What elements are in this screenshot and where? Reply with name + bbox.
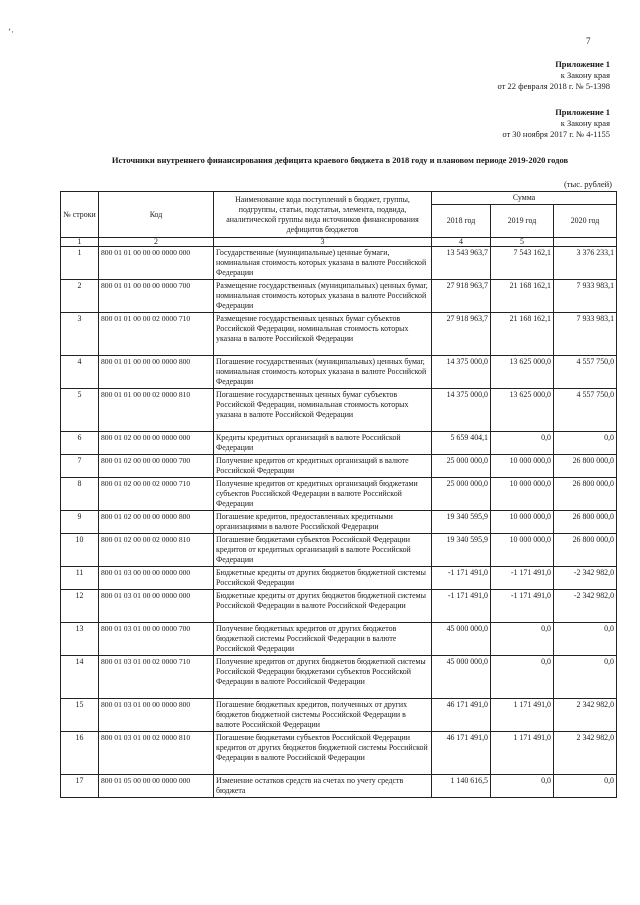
- value-2019: 21 168 162,1: [491, 313, 554, 356]
- row-code: 800 01 03 01 00 00 0000 800: [99, 699, 214, 732]
- row-code: 800 01 01 00 00 02 0000 810: [99, 389, 214, 432]
- row-number: 13: [61, 623, 99, 656]
- row-number: 12: [61, 590, 99, 623]
- header-row-no: № строки: [61, 192, 99, 238]
- value-2020: 0,0: [554, 432, 617, 455]
- value-2019: 21 168 162,1: [491, 280, 554, 313]
- row-name: Получение кредитов от других бюджетов бюджетной системы Российской Федерации бюджетами субъектов Российской Федерации в валюте Российской Федерации: [214, 656, 432, 699]
- column-number: 4: [432, 238, 491, 247]
- row-name: Размещение государственных (муниципальных) ценных бумаг, номинальная стоимость которых указана в валюте Российской Федерации: [214, 280, 432, 313]
- appendix-date-line: от 22 февраля 2018 г. № 5-1398: [497, 81, 610, 91]
- row-code: 800 01 01 00 00 02 0000 710: [99, 313, 214, 356]
- row-code: 800 01 02 00 00 00 0000 000: [99, 432, 214, 455]
- appendix-block-2: [502, 107, 610, 140]
- row-name: Погашение бюджетами субъектов Российской Федерации кредитов от кредитных организаций в валюте Российской Федерации: [214, 534, 432, 567]
- table-row: [61, 511, 617, 534]
- row-code: 800 01 05 00 00 00 0000 000: [99, 775, 214, 798]
- appendix-line: к Закону края: [560, 70, 610, 80]
- row-name: Погашение государственных (муниципальных) ценных бумаг, номинальная стоимость которых указана в валюте Российской Федерации: [214, 356, 432, 389]
- document-title: Источники внутреннего финансирования дефицита краевого бюджета в 2018 году и плановом периоде 2019-2020 годов: [111, 155, 569, 165]
- table-row: [61, 247, 617, 280]
- row-name: Получение кредитов от кредитных организаций бюджетами субъектов Российской Федерации в валюте Российской Федерации: [214, 478, 432, 511]
- row-number: 8: [61, 478, 99, 511]
- value-2018: 19 340 595,9: [432, 511, 491, 534]
- row-code: 800 01 03 01 00 00 0000 700: [99, 623, 214, 656]
- value-2018: 46 171 491,0: [432, 732, 491, 775]
- value-2020: 4 557 750,0: [554, 356, 617, 389]
- row-name: Погашение бюджетами субъектов Российской Федерации кредитов от других бюджетов бюджетной системы Российской Федерации в валюте Российской Федерации: [214, 732, 432, 775]
- row-name: Кредиты кредитных организаций в валюте Российской Федерации: [214, 432, 432, 455]
- table-row: [61, 356, 617, 389]
- row-name: Получение кредитов от кредитных организаций в валюте Российской Федерации: [214, 455, 432, 478]
- row-name: Погашение кредитов, предоставленных кредитными организациями в валюте Российской Федерации: [214, 511, 432, 534]
- value-2020: 26 800 000,0: [554, 478, 617, 511]
- header-2018: 2018 год: [432, 205, 491, 238]
- value-2020: 0,0: [554, 623, 617, 656]
- row-code: 800 01 01 00 00 00 0000 800: [99, 356, 214, 389]
- value-2019: 1 171 491,0: [491, 732, 554, 775]
- appendix-date-line: от 30 ноября 2017 г. № 4-1155: [502, 129, 610, 139]
- row-code: 800 01 02 00 00 00 0000 700: [99, 455, 214, 478]
- value-2018: 27 918 963,7: [432, 313, 491, 356]
- table-row: [61, 478, 617, 511]
- value-2019: 7 543 162,1: [491, 247, 554, 280]
- value-2019: -1 171 491,0: [491, 567, 554, 590]
- value-2018: 14 375 000,0: [432, 389, 491, 432]
- value-2020: 26 800 000,0: [554, 511, 617, 534]
- row-number: 5: [61, 389, 99, 432]
- value-2018: 1 140 616,5: [432, 775, 491, 798]
- column-number: 1: [61, 238, 99, 247]
- value-2019: 10 000 000,0: [491, 455, 554, 478]
- value-2020: 26 800 000,0: [554, 534, 617, 567]
- table-row: [61, 389, 617, 432]
- header-name: Наименование кода поступлений в бюджет, группы, подгруппы, статьи, подстатьи, элемента, подвида, аналитической группы вида источников финансирования дефицитов бюджетов: [214, 192, 432, 238]
- margin-mark: ’·: [8, 27, 14, 37]
- row-number: 7: [61, 455, 99, 478]
- row-number: 9: [61, 511, 99, 534]
- value-2019: 10 000 000,0: [491, 511, 554, 534]
- page-number: 7: [586, 36, 591, 46]
- table-row: [61, 455, 617, 478]
- row-number: 17: [61, 775, 99, 798]
- row-name: Изменение остатков средств на счетах по учету средств бюджета: [214, 775, 432, 798]
- value-2018: 13 543 963,7: [432, 247, 491, 280]
- value-2020: 2 342 982,0: [554, 699, 617, 732]
- appendix-title: Приложение 1: [555, 107, 610, 117]
- appendix-title: Приложение 1: [555, 59, 610, 69]
- value-2018: 45 000 000,0: [432, 623, 491, 656]
- row-code: 800 01 02 00 00 02 0000 810: [99, 534, 214, 567]
- header-2019: 2019 год: [491, 205, 554, 238]
- row-name: Государственные (муниципальные) ценные бумаги, номинальная стоимость которых указана в валюте Российской Федерации: [214, 247, 432, 280]
- value-2020: 4 557 750,0: [554, 389, 617, 432]
- value-2020: 7 933 983,1: [554, 313, 617, 356]
- column-number: 3: [214, 238, 432, 247]
- row-number: 11: [61, 567, 99, 590]
- value-2018: 46 171 491,0: [432, 699, 491, 732]
- value-2019: 0,0: [491, 432, 554, 455]
- row-number: 4: [61, 356, 99, 389]
- value-2018: 27 918 963,7: [432, 280, 491, 313]
- row-number: 15: [61, 699, 99, 732]
- value-2018: -1 171 491,0: [432, 590, 491, 623]
- value-2019: 1 171 491,0: [491, 699, 554, 732]
- appendix-block-1: [498, 59, 611, 92]
- row-name: Получение бюджетных кредитов от других бюджетов бюджетной системы Российской Федерации в валюте Российской Федерации: [214, 623, 432, 656]
- row-code: 800 01 01 00 00 00 0000 000: [99, 247, 214, 280]
- value-2020: 3 376 233,1: [554, 247, 617, 280]
- table-row: [61, 656, 617, 699]
- header-2020: 2020 год: [554, 205, 617, 238]
- value-2020: 0,0: [554, 656, 617, 699]
- value-2020: -2 342 982,0: [554, 567, 617, 590]
- row-number: 16: [61, 732, 99, 775]
- row-name: Погашение государственных ценных бумаг субъектов Российской Федерации, номинальная стоимость которых указана в валюте Российской Федерации: [214, 389, 432, 432]
- table-row: [61, 775, 617, 798]
- value-2019: 13 625 000,0: [491, 389, 554, 432]
- row-name: Размещение государственных ценных бумаг субъектов Российской Федерации, номинальная стоимость которых указана в валюте Российской Федерации: [214, 313, 432, 356]
- value-2020: -2 342 982,0: [554, 590, 617, 623]
- column-number: 5: [491, 238, 554, 247]
- value-2019: 10 000 000,0: [491, 534, 554, 567]
- row-number: 2: [61, 280, 99, 313]
- value-2020: 2 342 982,0: [554, 732, 617, 775]
- value-2019: 13 625 000,0: [491, 356, 554, 389]
- value-2018: 14 375 000,0: [432, 356, 491, 389]
- units-label: (тыс. рублей): [563, 179, 612, 189]
- row-name: Бюджетные кредиты от других бюджетов бюджетной системы Российской Федерации в валюте Российской Федерации: [214, 590, 432, 623]
- value-2019: 0,0: [491, 775, 554, 798]
- value-2019: 10 000 000,0: [491, 478, 554, 511]
- table-row: [61, 732, 617, 775]
- row-number: 10: [61, 534, 99, 567]
- appendix-line: к Закону края: [560, 118, 610, 128]
- table-row: [61, 623, 617, 656]
- row-code: 800 01 02 00 00 00 0000 800: [99, 511, 214, 534]
- row-number: 3: [61, 313, 99, 356]
- value-2018: 25 000 000,0: [432, 455, 491, 478]
- table-row: [61, 534, 617, 567]
- table-row: [61, 590, 617, 623]
- value-2019: 0,0: [491, 623, 554, 656]
- row-name: Погашение бюджетных кредитов, полученных от других бюджетов бюджетной системы Российской Федерации в валюте Российской Федерации: [214, 699, 432, 732]
- value-2018: 25 000 000,0: [432, 478, 491, 511]
- table-row: [61, 699, 617, 732]
- value-2019: -1 171 491,0: [491, 590, 554, 623]
- table-row: [61, 567, 617, 590]
- row-code: 800 01 03 01 00 00 0000 000: [99, 590, 214, 623]
- value-2018: 45 000 000,0: [432, 656, 491, 699]
- header-sum: Сумма: [432, 192, 617, 205]
- row-code: 800 01 02 00 00 02 0000 710: [99, 478, 214, 511]
- row-code: 800 01 01 00 00 00 0000 700: [99, 280, 214, 313]
- financing-table: [60, 191, 617, 798]
- value-2018: 19 340 595,9: [432, 534, 491, 567]
- column-number: [554, 238, 617, 247]
- row-number: 6: [61, 432, 99, 455]
- row-name: Бюджетные кредиты от других бюджетов бюджетной системы Российской Федерации: [214, 567, 432, 590]
- value-2020: 0,0: [554, 775, 617, 798]
- table-row: [61, 313, 617, 356]
- table-row: [61, 432, 617, 455]
- row-number: 14: [61, 656, 99, 699]
- value-2018: 5 659 404,1: [432, 432, 491, 455]
- row-code: 800 01 03 00 00 00 0000 000: [99, 567, 214, 590]
- column-number: 2: [99, 238, 214, 247]
- value-2020: 7 933 983,1: [554, 280, 617, 313]
- header-code: Код: [99, 192, 214, 238]
- value-2018: -1 171 491,0: [432, 567, 491, 590]
- row-code: 800 01 03 01 00 02 0000 810: [99, 732, 214, 775]
- row-code: 800 01 03 01 00 02 0000 710: [99, 656, 214, 699]
- table-row: [61, 280, 617, 313]
- value-2020: 26 800 000,0: [554, 455, 617, 478]
- value-2019: 0,0: [491, 656, 554, 699]
- row-number: 1: [61, 247, 99, 280]
